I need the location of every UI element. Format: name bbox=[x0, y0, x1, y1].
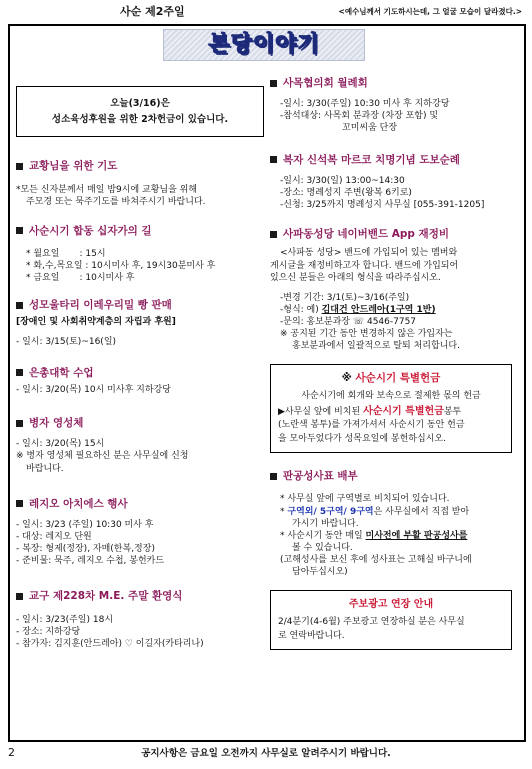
highlight-text: 구역외/ 5구역/ 9구역 bbox=[287, 506, 374, 517]
text-span: * 사순시기 동안 매일 bbox=[280, 530, 366, 541]
text-line: (고해성사를 보신 후에 성사표는 고해실 바구니에 bbox=[280, 555, 472, 566]
square-bullet-icon bbox=[16, 500, 23, 507]
text-span: * bbox=[280, 506, 288, 517]
ad-extension-box bbox=[270, 590, 512, 650]
lent-offering-box bbox=[270, 364, 512, 453]
square-bullet-icon bbox=[16, 163, 23, 170]
collection-notice bbox=[16, 86, 264, 137]
text-line: - 대상: 레지오 단원 bbox=[16, 532, 92, 543]
page-footer bbox=[0, 745, 532, 765]
text-line: 로 연락바랍니다. bbox=[278, 630, 345, 641]
square-bullet-icon bbox=[16, 227, 23, 234]
section-title bbox=[16, 159, 264, 173]
text-line: -일시: 3/30(일) 13:00~14:30 bbox=[280, 175, 405, 186]
text-line: 바랍니다. bbox=[26, 463, 64, 474]
underlined-text: 미사전에 부활 판공성사를 bbox=[365, 530, 468, 541]
section-title-text: 은총대학 수업 bbox=[29, 366, 94, 379]
section-title-text: 사순시기 합동 십자가의 길 bbox=[29, 224, 152, 237]
text-line: - 일시: 3/23(주일) 18시 bbox=[16, 614, 114, 625]
section-title-text: 병자 영성체 bbox=[29, 417, 84, 430]
gospel-verse: <예수님께서 기도하시는데, 그 얼굴 모습이 달라졌다.> bbox=[338, 7, 522, 16]
square-bullet-icon bbox=[270, 156, 277, 163]
right-column bbox=[270, 76, 520, 650]
page-number: 2 bbox=[8, 746, 15, 759]
section-title bbox=[16, 224, 264, 238]
page-title: 본당이야기 bbox=[208, 32, 320, 58]
square-bullet-icon bbox=[270, 231, 277, 238]
text-span: ▶사무실 앞에 비치된 bbox=[278, 406, 364, 417]
text-line: 게시글을 재정비하고자 합니다. 밴드에 가입되어 bbox=[270, 260, 459, 271]
section-title bbox=[270, 153, 520, 167]
box-title bbox=[278, 371, 504, 387]
text-line: 주모경 또는 묵주기도를 바쳐주시기 바랍니다. bbox=[26, 196, 206, 207]
text-line: - 일시: 3/20(목) 10시 미사후 지하강당 bbox=[16, 385, 171, 396]
text-line: *모든 신자분께서 매일 밤9시에 교황님을 위해 bbox=[16, 184, 198, 195]
title-banner bbox=[163, 29, 365, 61]
text-line bbox=[270, 304, 520, 316]
square-bullet-icon bbox=[16, 420, 23, 427]
liturgical-week: 사순 제2주일 bbox=[120, 5, 185, 18]
text-line bbox=[278, 404, 504, 420]
section-title bbox=[16, 416, 264, 430]
footer-note: 공지사항은 금요일 오전까지 사무실로 알려주시기 바랍니다. bbox=[141, 748, 391, 759]
text-line: - 일시: 3/23 (주일) 10:30 미사 후 bbox=[16, 519, 154, 530]
text-line bbox=[270, 506, 520, 518]
section-title bbox=[16, 589, 264, 603]
text-line: 을 모아두었다가 성목요일에 봉헌하십시오. bbox=[278, 433, 446, 444]
square-bullet-icon bbox=[16, 369, 23, 376]
section-title-text: 레지오 아치에스 행사 bbox=[29, 497, 128, 510]
section-title-text: 판공성사표 배부 bbox=[283, 470, 358, 483]
text-line: * 사무실 앞에 구역별로 비치되어 있습니다. bbox=[280, 494, 450, 505]
section-title bbox=[16, 366, 264, 380]
section-title-text: 교황님을 위한 기도 bbox=[29, 160, 118, 173]
text-line: -장소: 명례성지 주변(왕복 6키로) bbox=[280, 187, 412, 198]
text-line: - 참가자: 김지훈(안드레아) ♡ 이길자(카타리나) bbox=[16, 638, 204, 649]
example-name: 김대건 안드레아(1구역 1반) bbox=[321, 304, 436, 315]
text-line: 있으신 분들은 아래의 형식을 따라주십시오. bbox=[270, 272, 441, 283]
text-line: * 화,수,목요일 : 10시미사 후, 19시30분미사 후 bbox=[26, 261, 216, 272]
text-line: (노란색 봉투)를 가져가셔서 사순시기 동안 헌금 bbox=[278, 420, 465, 431]
notice-line: 오늘(3/16)은 bbox=[110, 98, 170, 109]
text-line: 볼 수 있습니다. bbox=[292, 542, 353, 553]
text-span: -형식: 예) bbox=[280, 304, 322, 315]
text-line bbox=[270, 530, 520, 542]
section-title-text: 성모울타리 이레우리밀 빵 판매 bbox=[29, 299, 172, 312]
text-line: - 일시: 3/20(목) 15시 bbox=[16, 439, 105, 450]
text-line: -변경 기간: 3/1(토)~3/16(주일) bbox=[280, 292, 410, 303]
section-subtitle: [장애인 및 사회취약계층의 자립과 후원] bbox=[16, 316, 176, 327]
text-line: -참석대상: 사목회 분과장 (차장 포함) 및 bbox=[280, 111, 439, 122]
section-title bbox=[270, 469, 520, 483]
section-title-text: 복자 신석복 마르코 치명기념 도보순례 bbox=[283, 153, 460, 166]
section-title bbox=[16, 298, 264, 312]
square-bullet-icon bbox=[270, 80, 277, 87]
text-line: 가시기 바랍니다. bbox=[292, 518, 359, 529]
text-line: -문의: 홍보분과장 ☏ 4546-7757 bbox=[280, 317, 417, 328]
box-title: 주보광고 연장 안내 bbox=[348, 599, 434, 611]
text-span: 은 사무실에서 직접 받아 bbox=[373, 506, 470, 517]
section-title-text: 사파동성당 네이버밴드 App 재정비 bbox=[283, 228, 449, 241]
left-column bbox=[16, 86, 264, 650]
square-bullet-icon bbox=[16, 302, 23, 309]
text-line: -일시: 3/30(주일) 10:30 미사 후 지하강당 bbox=[280, 99, 450, 110]
notice-line: 성소육성후원을 위한 2차헌금이 있습니다. bbox=[51, 113, 229, 125]
highlight-text: 사순시기 특별헌금 bbox=[363, 405, 444, 417]
square-bullet-icon bbox=[270, 473, 277, 480]
text-line: ※ 공지된 기간 동안 변경하지 않은 가입자는 bbox=[280, 329, 453, 340]
text-line: - 준비물: 묵주, 레지오 수첩, 봉헌카드 bbox=[16, 556, 165, 567]
page-header bbox=[0, 0, 532, 24]
section-title bbox=[16, 497, 264, 511]
text-line: 사순시기에 회개와 보속으로 절제한 몫의 헌금 bbox=[301, 391, 481, 402]
section-title bbox=[270, 76, 520, 90]
text-line: * 월요일 : 15시 bbox=[26, 248, 106, 259]
text-line: 담아두십시오) bbox=[292, 567, 348, 578]
text-line: <사파동 성당> 밴드에 가입되어 있는 멤버와 bbox=[280, 248, 458, 259]
text-line: - 장소: 지하강당 bbox=[16, 626, 81, 637]
text-line: 홍보분과에서 일괄적으로 탈퇴 처리합니다. bbox=[292, 341, 460, 352]
section-title-text: 교구 제228차 M.E. 주말 환영식 bbox=[29, 590, 183, 603]
text-line: - 복장: 형제(정장), 자매(한복,정장) bbox=[16, 544, 155, 555]
text-line: 2/4분기(4-6월) 주보광고 연장하실 분은 사무실 bbox=[278, 617, 465, 628]
section-title bbox=[270, 227, 520, 241]
text-span: 봉투 bbox=[443, 406, 462, 417]
section-title-text: 사목협의회 월례회 bbox=[283, 77, 368, 89]
text-line: -신청: 3/25까지 명례성지 사무실 [055-391-1205] bbox=[280, 200, 485, 211]
square-bullet-icon bbox=[16, 593, 23, 600]
text-line: ※ 병자 영성체 필요하신 분은 사무실에 신청 bbox=[16, 451, 189, 462]
reference-mark: ※ bbox=[341, 372, 356, 385]
text-line: 꼬미씨움 단장 bbox=[342, 123, 398, 134]
box-title-text: 사순시기 특별헌금 bbox=[355, 372, 441, 385]
text-line: * 금요일 : 10시미사 후 bbox=[26, 273, 135, 284]
text-line: - 일시: 3/15(토)~16(일) bbox=[16, 336, 117, 347]
